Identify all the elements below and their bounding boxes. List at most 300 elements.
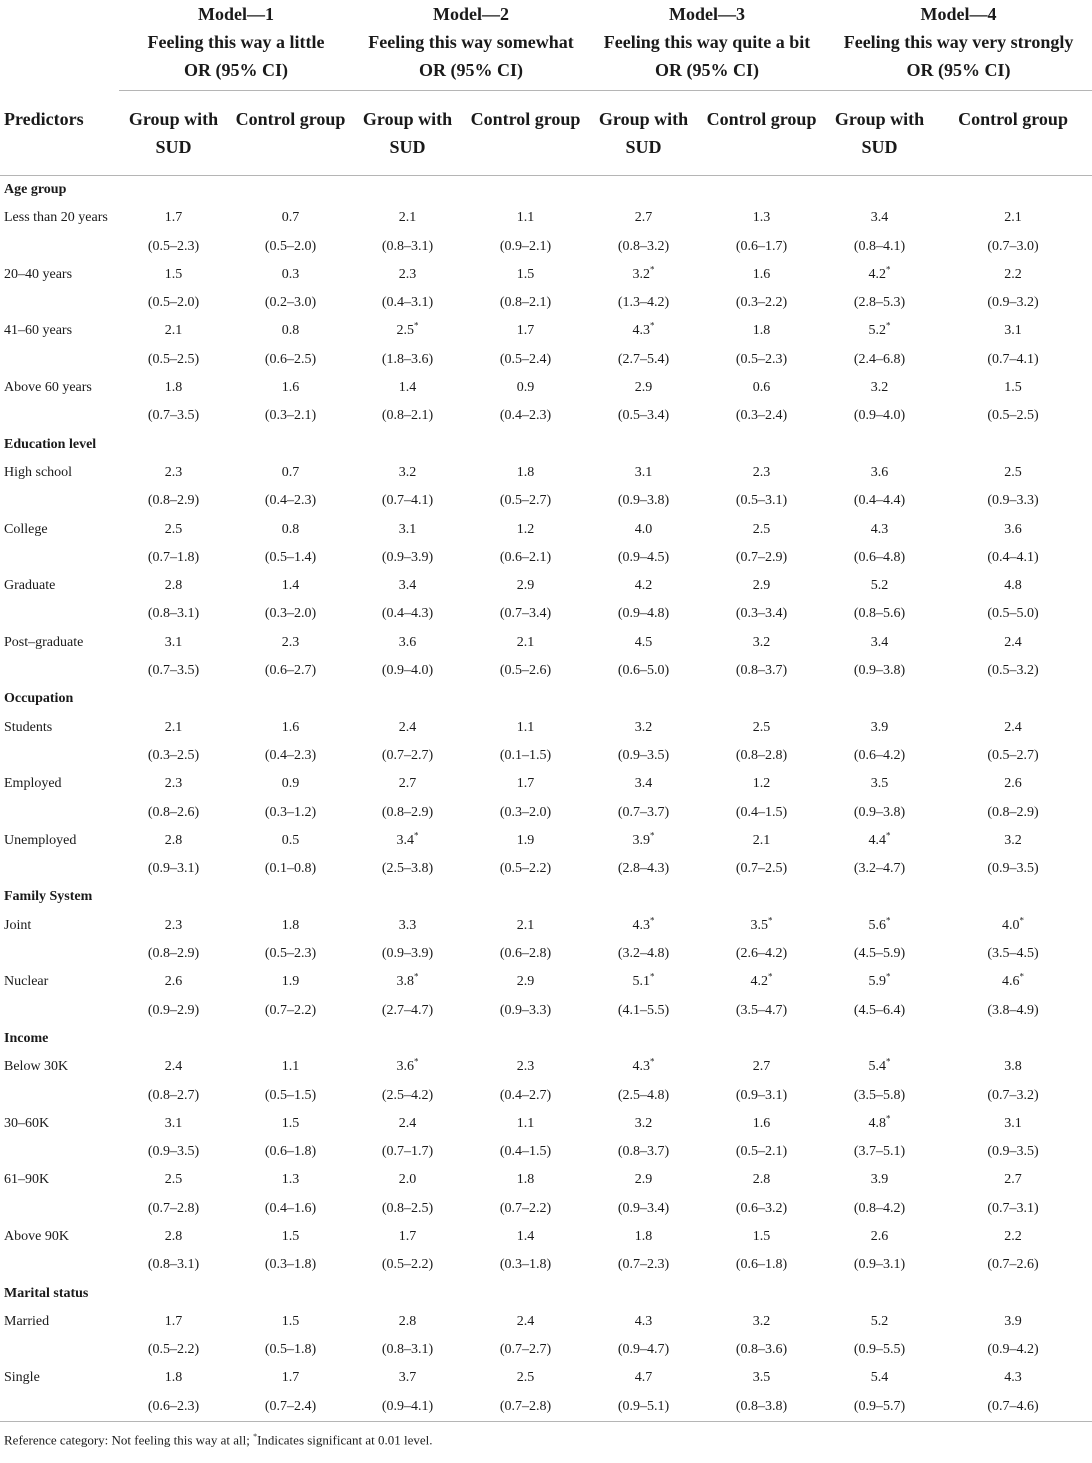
confidence-interval-cell: (0.8–3.1)	[147, 1257, 200, 1273]
confidence-interval-cell: (0.4–2.7)	[499, 1087, 552, 1103]
table-row	[0, 204, 1092, 232]
confidence-interval-cell: (0.8–2.9)	[381, 804, 434, 820]
odds-ratio-cell: 3.6	[398, 634, 417, 650]
odds-ratio-cell: 4.2*	[868, 264, 891, 282]
model-1-feeling: Feeling this way a little	[147, 32, 325, 52]
confidence-interval-cell: (0.9–3.1)	[147, 861, 200, 877]
odds-ratio-cell: 4.3*	[632, 915, 655, 933]
ci-row	[0, 487, 1092, 515]
odds-ratio-cell: 3.9	[870, 1172, 889, 1188]
confidence-interval-cell: (0.3–2.0)	[264, 606, 317, 622]
table-row	[0, 770, 1092, 798]
empty-label-cell	[0, 742, 119, 770]
section-header-row	[0, 685, 1092, 713]
odds-ratio-cell: 2.7	[398, 776, 417, 792]
odds-ratio-cell: 2.4	[516, 1313, 535, 1329]
section-header-row	[0, 1280, 1092, 1308]
odds-ratio-cell: 2.8	[164, 832, 183, 848]
confidence-interval-cell: (0.6–4.8)	[853, 549, 906, 565]
confidence-interval-cell: (0.5–3.1)	[735, 493, 788, 509]
odds-ratio-cell: 3.1	[1004, 323, 1022, 339]
model-2-ci: OR (95% CI)	[419, 60, 524, 80]
odds-ratio-cell: 2.5	[752, 521, 771, 537]
odds-ratio-cell: 1.1	[516, 210, 535, 226]
table-header	[0, 0, 1092, 176]
odds-ratio-cell: 2.8	[398, 1313, 417, 1329]
odds-ratio-cell: 2.8	[752, 1172, 771, 1188]
empty-label-cell	[0, 544, 119, 572]
confidence-interval-cell: (3.5–4.7)	[735, 1002, 788, 1018]
row-label: Married	[4, 1313, 50, 1329]
confidence-interval-cell: (0.8–3.1)	[381, 238, 434, 254]
empty-label-cell	[0, 1393, 119, 1422]
footnote-text-end: Indicates significant at 0.01 level.	[257, 1432, 433, 1448]
confidence-interval-cell: (0.5–2.3)	[264, 946, 317, 962]
odds-ratio-cell: 3.5	[870, 776, 889, 792]
confidence-interval-cell: (0.6–5.0)	[617, 663, 670, 679]
odds-ratio-cell: 1.7	[516, 776, 535, 792]
empty-label-cell	[0, 1195, 119, 1223]
model-header-row	[0, 0, 1092, 91]
odds-ratio-cell: 2.5*	[396, 320, 419, 339]
confidence-interval-cell: (0.5–2.0)	[264, 238, 317, 254]
odds-ratio-cell: 1.9	[281, 974, 300, 990]
section-title: Family System	[4, 889, 93, 905]
footnote-text: Reference category: Not feeling this way at all;	[4, 1432, 254, 1448]
confidence-interval-cell: (0.8–3.2)	[617, 238, 670, 254]
confidence-interval-cell: (0.6–2.8)	[499, 946, 552, 962]
confidence-interval-cell: (0.3–2.1)	[264, 408, 317, 424]
confidence-interval-cell: (0.4–2.3)	[264, 493, 317, 509]
empty-label-cell	[0, 657, 119, 685]
confidence-interval-cell: (0.8–2.6)	[147, 804, 200, 820]
ci-row	[0, 402, 1092, 430]
odds-ratio-cell: 3.6	[870, 464, 889, 480]
table-row	[0, 1166, 1092, 1194]
row-label: Students	[4, 719, 53, 735]
odds-ratio-cell: 2.4	[398, 719, 417, 735]
confidence-interval-cell: (0.9–4.7)	[617, 1342, 670, 1358]
section-title: Marital status	[4, 1285, 89, 1301]
empty-label-cell	[0, 1251, 119, 1279]
confidence-interval-cell: (0.7–4.6)	[934, 1393, 1092, 1422]
odds-ratio-cell: 1.6	[281, 719, 300, 735]
odds-ratio-cell: 5.6*	[868, 915, 891, 933]
odds-ratio-cell: 3.4	[870, 210, 889, 226]
odds-ratio-cell: 1.1	[516, 719, 535, 735]
sud-group-header: Group with SUD	[119, 91, 228, 176]
table-row	[0, 1223, 1092, 1251]
odds-ratio-cell: 2.4	[1004, 719, 1022, 735]
table-row	[0, 827, 1092, 855]
table-row	[0, 1364, 1092, 1392]
odds-ratio-cell: 3.4*	[396, 830, 419, 848]
confidence-interval-cell: (0.9–5.1)	[589, 1393, 698, 1422]
odds-ratio-cell: 2.3	[398, 266, 417, 282]
odds-ratio-cell: 2.5	[752, 719, 771, 735]
confidence-interval-cell: (0.9–3.8)	[853, 804, 906, 820]
control-group-header: Control group	[698, 91, 825, 176]
table-body	[0, 176, 1092, 1422]
odds-ratio-cell: 2.3	[164, 776, 183, 792]
table-row	[0, 261, 1092, 289]
ci-row	[0, 997, 1092, 1025]
odds-ratio-cell: 3.1	[164, 1115, 183, 1131]
odds-ratio-cell: 0.7	[281, 464, 300, 480]
confidence-interval-cell: (2.8–5.3)	[853, 295, 906, 311]
odds-ratio-cell: 4.3*	[632, 1056, 655, 1075]
odds-ratio-cell: 4.2	[634, 578, 653, 594]
odds-ratio-cell: 1.2	[516, 521, 535, 537]
odds-ratio-cell: 1.6	[281, 380, 300, 396]
odds-ratio-cell: 3.2*	[632, 264, 655, 282]
confidence-interval-cell: (0.9–4.1)	[353, 1393, 462, 1422]
confidence-interval-cell: (0.3–2.2)	[735, 295, 788, 311]
confidence-interval-cell: (0.8–2.1)	[499, 295, 552, 311]
confidence-interval-cell: (0.9–5.7)	[825, 1393, 934, 1422]
table-row	[0, 968, 1092, 996]
confidence-interval-cell: (0.8–3.1)	[381, 1342, 434, 1358]
sud-group-header: Group with SUD	[825, 91, 934, 176]
confidence-interval-cell: (0.8–3.8)	[698, 1393, 825, 1422]
confidence-interval-cell: (0.8–3.1)	[147, 606, 200, 622]
odds-ratio-cell: 1.5	[752, 1228, 771, 1244]
odds-ratio-cell: 0.8	[281, 323, 300, 339]
row-label: Above 60 years	[4, 380, 92, 396]
confidence-interval-cell: (3.2–4.8)	[617, 946, 670, 962]
confidence-interval-cell: (2.8–4.3)	[617, 861, 670, 877]
confidence-interval-cell: (0.7–2.6)	[987, 1257, 1039, 1273]
confidence-interval-cell: (0.5–2.3)	[735, 351, 788, 367]
section-header-row	[0, 883, 1092, 911]
confidence-interval-cell: (0.5–2.7)	[499, 493, 552, 509]
confidence-interval-cell: (1.3–4.2)	[617, 295, 670, 311]
odds-ratio-cell: 1.8	[752, 323, 771, 339]
confidence-interval-cell: (0.7–3.7)	[617, 804, 670, 820]
confidence-interval-cell: (1.8–3.6)	[381, 351, 434, 367]
confidence-interval-cell: (0.9–3.9)	[381, 549, 434, 565]
odds-ratio-cell: 2.3	[281, 634, 300, 650]
section-title: Occupation	[4, 691, 74, 707]
odds-ratio-cell: 0.7	[281, 210, 300, 226]
confidence-interval-cell: (0.9–4.2)	[987, 1342, 1039, 1358]
confidence-interval-cell: (0.5–2.3)	[147, 238, 200, 254]
confidence-interval-cell: (0.4–3.1)	[381, 295, 434, 311]
odds-ratio-cell: 1.5	[164, 266, 183, 282]
confidence-interval-cell: (0.9–4.0)	[381, 663, 434, 679]
confidence-interval-cell: (0.3–2.5)	[147, 747, 200, 763]
confidence-interval-cell: (0.4–2.3)	[264, 747, 317, 763]
model-3-ci: OR (95% CI)	[655, 60, 760, 80]
confidence-interval-cell: (2.4–6.8)	[853, 351, 906, 367]
confidence-interval-cell: (0.5–1.5)	[264, 1087, 317, 1103]
confidence-interval-cell: (0.3–3.4)	[735, 606, 788, 622]
odds-ratio-cell: 5.9*	[868, 971, 891, 990]
odds-ratio-cell: 4.5	[634, 634, 653, 650]
confidence-interval-cell: (0.7–1.8)	[147, 549, 200, 565]
odds-ratio-cell: 1.7	[164, 210, 183, 226]
empty-label-cell	[0, 997, 119, 1025]
confidence-interval-cell: (0.3–1.8)	[264, 1257, 317, 1273]
confidence-interval-cell: (0.9–3.3)	[987, 493, 1039, 509]
confidence-interval-cell: (0.4–4.1)	[987, 549, 1039, 565]
odds-ratio-cell: 2.1	[1004, 210, 1022, 226]
odds-ratio-cell: 3.2	[1004, 832, 1022, 848]
confidence-interval-cell: (0.7–2.4)	[228, 1393, 353, 1422]
odds-ratio-cell: 3.3	[398, 917, 417, 933]
odds-ratio-cell: 3.1	[164, 634, 183, 650]
odds-ratio-cell: 3.4	[870, 634, 889, 650]
ci-row	[0, 233, 1092, 261]
confidence-interval-cell: (0.9–3.9)	[381, 946, 434, 962]
confidence-interval-cell: (0.6–1.7)	[735, 238, 788, 254]
confidence-interval-cell: (0.7–3.5)	[147, 408, 200, 424]
control-group-header: Control group	[934, 91, 1092, 176]
table-row	[0, 1053, 1092, 1081]
row-label: Employed	[4, 776, 62, 792]
model-4-header	[825, 0, 1092, 91]
odds-ratio-cell: 2.6	[870, 1228, 889, 1244]
confidence-interval-cell: (0.9–3.1)	[735, 1087, 788, 1103]
ci-row	[0, 1082, 1092, 1110]
confidence-interval-cell: (0.5–1.4)	[264, 549, 317, 565]
row-label: Above 90K	[4, 1228, 69, 1244]
odds-ratio-cell: 0.9	[516, 380, 535, 396]
sud-group-header: Group with SUD	[589, 91, 698, 176]
odds-ratio-cell: 2.2	[1004, 266, 1022, 282]
table-row	[0, 629, 1092, 657]
row-label: 41–60 years	[4, 323, 73, 339]
confidence-interval-cell: (0.9–2.1)	[499, 238, 552, 254]
section-title: Income	[4, 1030, 49, 1046]
odds-ratio-cell: 0.3	[281, 266, 300, 282]
ci-row	[0, 855, 1092, 883]
ci-row	[0, 940, 1092, 968]
odds-ratio-cell: 2.3	[752, 464, 771, 480]
confidence-interval-cell: (0.4–2.3)	[499, 408, 552, 424]
confidence-interval-cell: (4.5–6.4)	[853, 1002, 906, 1018]
confidence-interval-cell: (0.4–4.3)	[381, 606, 434, 622]
confidence-interval-cell: (0.6–4.2)	[853, 747, 906, 763]
odds-ratio-cell: 3.1	[1004, 1115, 1022, 1131]
odds-ratio-cell: 3.1	[398, 521, 417, 537]
section-title: Age group	[4, 182, 67, 197]
ci-row	[0, 289, 1092, 317]
odds-ratio-cell: 2.3	[164, 464, 183, 480]
confidence-interval-cell: (0.8–3.6)	[735, 1342, 788, 1358]
odds-ratio-cell: 2.5	[516, 1370, 535, 1386]
odds-ratio-cell: 3.7	[398, 1370, 417, 1386]
odds-ratio-cell: 3.6*	[396, 1056, 419, 1075]
odds-ratio-cell: 2.6	[1004, 776, 1022, 792]
confidence-interval-cell: (0.6–2.7)	[264, 663, 317, 679]
confidence-interval-cell: (0.9–3.2)	[987, 295, 1039, 311]
empty-label-cell	[0, 1336, 119, 1364]
odds-ratio-cell: 2.3	[164, 917, 183, 933]
confidence-interval-cell: (0.4–1.6)	[264, 1200, 317, 1216]
odds-ratio-cell: 5.4*	[868, 1056, 891, 1075]
confidence-interval-cell: (0.5–2.4)	[499, 351, 552, 367]
confidence-interval-cell: (0.5–2.2)	[147, 1342, 200, 1358]
odds-ratio-cell: 1.7	[164, 1313, 183, 1329]
odds-ratio-cell: 2.4	[398, 1115, 417, 1131]
confidence-interval-cell: (0.8–2.8)	[735, 747, 788, 763]
odds-ratio-cell: 4.2*	[750, 971, 773, 990]
empty-label-cell	[0, 402, 119, 430]
row-label: Less than 20 years	[4, 210, 108, 226]
model-2-feeling: Feeling this way somewhat	[368, 32, 574, 52]
empty-label-cell	[0, 799, 119, 827]
odds-ratio-cell: 2.1	[752, 832, 771, 848]
section-title: Education level	[4, 436, 97, 452]
confidence-interval-cell: (0.5–2.0)	[147, 295, 200, 311]
odds-ratio-cell: 3.6	[1004, 521, 1022, 537]
model-4-ci: OR (95% CI)	[906, 60, 1011, 80]
ci-row	[0, 1393, 1092, 1422]
odds-ratio-cell: 4.4*	[868, 830, 891, 848]
predictors-header: Predictors	[0, 91, 119, 176]
ci-row	[0, 346, 1092, 374]
confidence-interval-cell: (0.6–1.8)	[264, 1144, 317, 1160]
confidence-interval-cell: (2.7–5.4)	[617, 351, 670, 367]
table-row	[0, 317, 1092, 345]
odds-ratio-cell: 2.9	[516, 974, 535, 990]
row-label: 20–40 years	[4, 266, 73, 282]
confidence-interval-cell: (2.5–3.8)	[381, 861, 434, 877]
confidence-interval-cell: (0.7–2.5)	[735, 861, 788, 877]
odds-ratio-cell: 2.6	[164, 974, 183, 990]
section-header-row	[0, 176, 1092, 205]
confidence-interval-cell: (0.2–3.0)	[264, 295, 317, 311]
section-header-row	[0, 431, 1092, 459]
odds-ratio-cell: 2.7	[752, 1059, 771, 1075]
sud-group-header: Group with SUD	[353, 91, 462, 176]
odds-ratio-cell: 2.8	[164, 578, 183, 594]
odds-ratio-cell: 1.7	[398, 1228, 417, 1244]
confidence-interval-cell: (0.6–2.1)	[499, 549, 552, 565]
model-3-header	[589, 0, 825, 91]
odds-ratio-cell: 4.3	[1004, 1370, 1022, 1386]
table-footnote	[0, 1422, 1092, 1448]
odds-ratio-cell: 4.8*	[868, 1113, 891, 1131]
odds-ratio-cell: 3.9*	[632, 830, 655, 848]
model-2-header	[353, 0, 589, 91]
confidence-interval-cell: (0.1–1.5)	[499, 747, 552, 763]
confidence-interval-cell: (0.1–0.8)	[264, 861, 317, 877]
odds-ratio-cell: 4.0*	[1002, 915, 1025, 933]
table-row	[0, 459, 1092, 487]
ci-row	[0, 1195, 1092, 1223]
odds-ratio-cell: 1.6	[752, 266, 771, 282]
confidence-interval-cell: (2.6–4.2)	[735, 946, 788, 962]
confidence-interval-cell: (0.9–3.8)	[617, 493, 670, 509]
odds-ratio-cell: 2.9	[634, 1172, 653, 1188]
odds-ratio-cell: 3.9	[1004, 1313, 1022, 1329]
empty-label-cell	[0, 940, 119, 968]
odds-ratio-cell: 2.5	[1004, 464, 1022, 480]
odds-ratio-cell: 3.8	[1004, 1059, 1022, 1075]
odds-ratio-cell: 2.1	[398, 210, 417, 226]
odds-ratio-cell: 2.7	[634, 210, 653, 226]
odds-ratio-cell: 3.4	[398, 578, 417, 594]
empty-label-cell	[0, 1138, 119, 1166]
odds-ratio-cell: 1.4	[281, 578, 300, 594]
row-label: Post–graduate	[4, 634, 84, 650]
confidence-interval-cell: (0.8–3.7)	[617, 1144, 670, 1160]
confidence-interval-cell: (0.7–2.3)	[617, 1257, 670, 1273]
odds-ratio-cell: 3.8*	[396, 971, 419, 990]
empty-label-cell	[0, 289, 119, 317]
odds-ratio-cell: 3.5*	[750, 915, 773, 933]
confidence-interval-cell: (2.5–4.2)	[381, 1087, 434, 1103]
odds-ratio-cell: 1.5	[281, 1313, 300, 1329]
confidence-interval-cell: (0.6–1.8)	[735, 1257, 788, 1273]
model-4-name: Model—4	[920, 4, 997, 24]
confidence-interval-cell: (3.5–5.8)	[853, 1087, 906, 1103]
odds-ratio-cell: 2.3	[516, 1059, 535, 1075]
confidence-interval-cell: (0.7–3.1)	[987, 1200, 1039, 1216]
confidence-interval-cell: (0.9–4.5)	[617, 549, 670, 565]
confidence-interval-cell: (0.5–2.2)	[381, 1257, 434, 1273]
confidence-interval-cell: (0.5–2.2)	[499, 861, 552, 877]
table-row	[0, 1308, 1092, 1336]
empty-label-cell	[0, 233, 119, 261]
odds-ratio-cell: 1.4	[516, 1228, 535, 1244]
confidence-interval-cell: (0.8–2.7)	[147, 1087, 200, 1103]
odds-ratio-cell: 2.9	[752, 578, 771, 594]
row-label: College	[4, 521, 48, 537]
confidence-interval-cell: (0.6–3.2)	[735, 1200, 788, 1216]
confidence-interval-cell: (4.1–5.5)	[617, 1002, 670, 1018]
table-row	[0, 714, 1092, 742]
confidence-interval-cell: (0.3–1.8)	[499, 1257, 552, 1273]
confidence-interval-cell: (0.3–2.0)	[499, 804, 552, 820]
confidence-interval-cell: (2.5–4.8)	[617, 1087, 670, 1103]
confidence-interval-cell: (0.7–4.1)	[987, 351, 1039, 367]
confidence-interval-cell: (0.9–4.8)	[617, 606, 670, 622]
model-4-feeling: Feeling this way very strongly	[843, 32, 1074, 52]
odds-ratio-cell: 3.2	[634, 719, 653, 735]
control-group-header: Control group	[228, 91, 353, 176]
odds-ratio-cell: 0.5	[281, 832, 300, 848]
control-group-header: Control group	[462, 91, 589, 176]
ci-row	[0, 742, 1092, 770]
odds-ratio-cell: 1.8	[164, 380, 183, 396]
row-label: 61–90K	[4, 1172, 50, 1188]
confidence-interval-cell: (0.7–3.4)	[499, 606, 552, 622]
confidence-interval-cell: (0.7–2.9)	[735, 549, 788, 565]
confidence-interval-cell: (0.7–2.2)	[264, 1002, 317, 1018]
confidence-interval-cell: (0.4–1.5)	[499, 1144, 552, 1160]
confidence-interval-cell: (0.7–1.7)	[381, 1144, 434, 1160]
odds-ratio-cell: 0.8	[281, 521, 300, 537]
odds-ratio-cell: 1.1	[516, 1115, 535, 1131]
confidence-interval-cell: (0.7–2.8)	[147, 1200, 200, 1216]
odds-ratio-cell: 3.2	[870, 380, 889, 396]
table-row	[0, 374, 1092, 402]
confidence-interval-cell: (0.6–2.3)	[119, 1393, 228, 1422]
confidence-interval-cell: (0.4–1.5)	[735, 804, 788, 820]
odds-ratio-cell: 3.4	[634, 776, 653, 792]
confidence-interval-cell: (0.8–2.1)	[381, 408, 434, 424]
odds-ratio-cell: 1.3	[281, 1172, 300, 1188]
model-3-feeling: Feeling this way quite a bit	[603, 32, 811, 52]
odds-ratio-cell: 0.6	[752, 380, 771, 396]
empty-label-cell	[0, 855, 119, 883]
odds-ratio-cell: 4.6*	[1002, 971, 1025, 990]
odds-ratio-cell: 4.7	[634, 1370, 653, 1386]
confidence-interval-cell: (0.8–3.7)	[735, 663, 788, 679]
